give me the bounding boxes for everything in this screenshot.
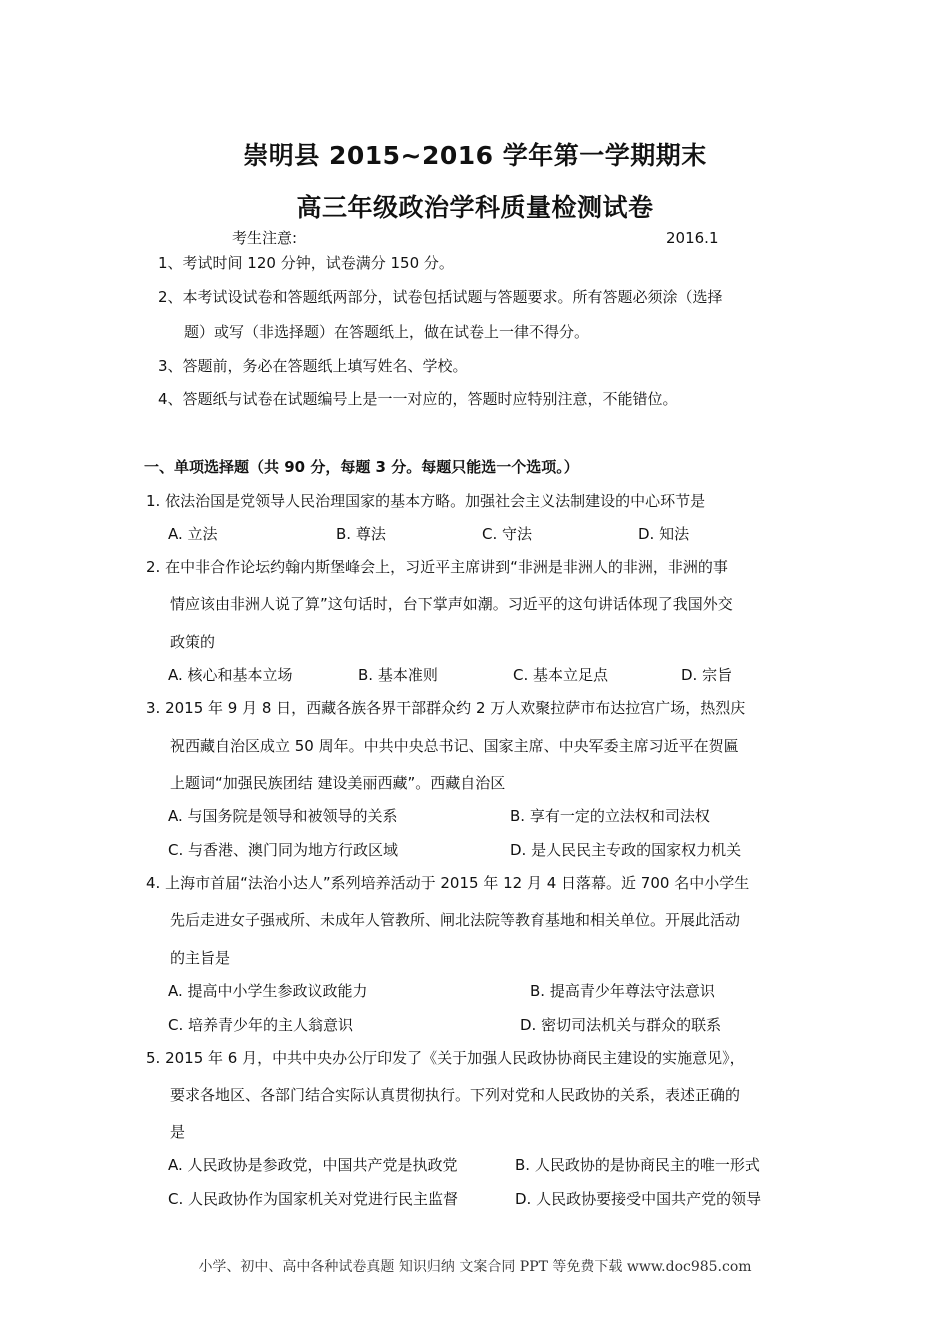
question-text: 祝西藏自治区成立 50 周年。中共中央总书记、国家主席、中央军委主席习近平在贺匾 <box>170 737 739 755</box>
option-a: A. 核心和基本立场 <box>168 666 293 684</box>
option-c: C. 守法 <box>482 525 533 543</box>
question-text: 1. 依法治国是党领导人民治理国家的基本方略。加强社会主义法制建设的中心环节是 <box>146 492 706 510</box>
option-d: D. 是人民民主专政的国家权力机关 <box>510 841 742 859</box>
question-text: 的主旨是 <box>170 949 231 967</box>
question-text: 先后走进女子强戒所、未成年人管教所、闸北法院等教育基地和相关单位。开展此活动 <box>170 911 741 929</box>
question-text: 5. 2015 年 6 月，中共中央办公厅印发了《关于加强人民政协协商民主建设的实施意见》， <box>146 1049 745 1067</box>
option-c: C. 基本立足点 <box>513 666 609 684</box>
option-b: B. 基本准则 <box>358 666 438 684</box>
option-c: C. 培养青少年的主人翁意识 <box>168 1016 354 1034</box>
question-text: 3. 2015 年 9 月 8 日，西藏各族各界干部群众约 2 万人欢聚拉萨市布达拉宫广场，热烈庆 <box>146 699 746 717</box>
question-text: 要求各地区、各部门结合实际认真贯彻执行。下列对党和人民政协的关系，表述正确的 <box>170 1086 741 1104</box>
notice-item: 3、答题前，务必在答题纸上填写姓名、学校。 <box>158 357 468 375</box>
option-d: D. 人民政协要接受中国共产党的领导 <box>515 1190 762 1208</box>
section-heading: 一、单项选择题（共 90 分，每题 3 分。每题只能选一个选项。） <box>144 458 579 476</box>
option-d: D. 宗旨 <box>681 666 733 684</box>
option-c: C. 与香港、澳门同为地方行政区域 <box>168 841 399 859</box>
notice-label: 考生注意: <box>232 229 298 247</box>
question-text: 情应该由非洲人说了算”这句话时，台下掌声如潮。习近平的这句讲话体现了我国外交 <box>170 595 733 613</box>
option-c: C. 人民政协作为国家机关对党进行民主监督 <box>168 1190 459 1208</box>
notice-item: 4、答题纸与试卷在试题编号上是一一对应的，答题时应特别注意，不能错位。 <box>158 390 678 408</box>
footer-advert: 小学、初中、高中各种试卷真题 知识归纳 文案合同 PPT 等免费下载 www.doc985.com <box>198 1259 752 1275</box>
option-a: A. 人民政协是参政党，中国共产党是执政党 <box>168 1156 458 1174</box>
notice-item: 1、考试时间 120 分钟，试卷满分 150 分。 <box>158 254 454 272</box>
question-text: 政策的 <box>170 633 216 651</box>
exam-date: 2016.1 <box>666 229 719 247</box>
option-a: A. 立法 <box>168 525 218 543</box>
exam-title-line1: 崇明县 2015~2016 学年第一学期期末 <box>243 141 707 170</box>
question-text: 上题词“加强民族团结 建设美丽西藏”。西藏自治区 <box>170 774 506 792</box>
option-b: B. 提高青少年尊法守法意识 <box>530 982 715 1000</box>
option-a: A. 提高中小学生参政议政能力 <box>168 982 368 1000</box>
option-b: B. 尊法 <box>336 525 386 543</box>
question-text: 4. 上海市首届“法治小达人”系列培养活动于 2015 年 12 月 4 日落幕。近 700 名中小学生 <box>146 874 750 892</box>
option-d: D. 知法 <box>638 525 690 543</box>
option-a: A. 与国务院是领导和被领导的关系 <box>168 807 398 825</box>
option-d: D. 密切司法机关与群众的联系 <box>520 1016 722 1034</box>
question-text: 2. 在中非合作论坛约翰内斯堡峰会上，习近平主席讲到“非洲是非洲人的非洲，非洲的事 <box>146 558 728 576</box>
question-text: 是 <box>170 1123 186 1141</box>
option-b: B. 享有一定的立法权和司法权 <box>510 807 710 825</box>
option-b: B. 人民政协的是协商民主的唯一形式 <box>515 1156 760 1174</box>
notice-item: 2、本考试设试卷和答题纸两部分，试卷包括试题与答题要求。所有答题必须涂（选择 <box>158 288 723 306</box>
notice-item: 题）或写（非选择题）在答题纸上，做在试卷上一律不得分。 <box>184 323 590 341</box>
exam-title-line2: 高三年级政治学科质量检测试卷 <box>296 193 654 222</box>
